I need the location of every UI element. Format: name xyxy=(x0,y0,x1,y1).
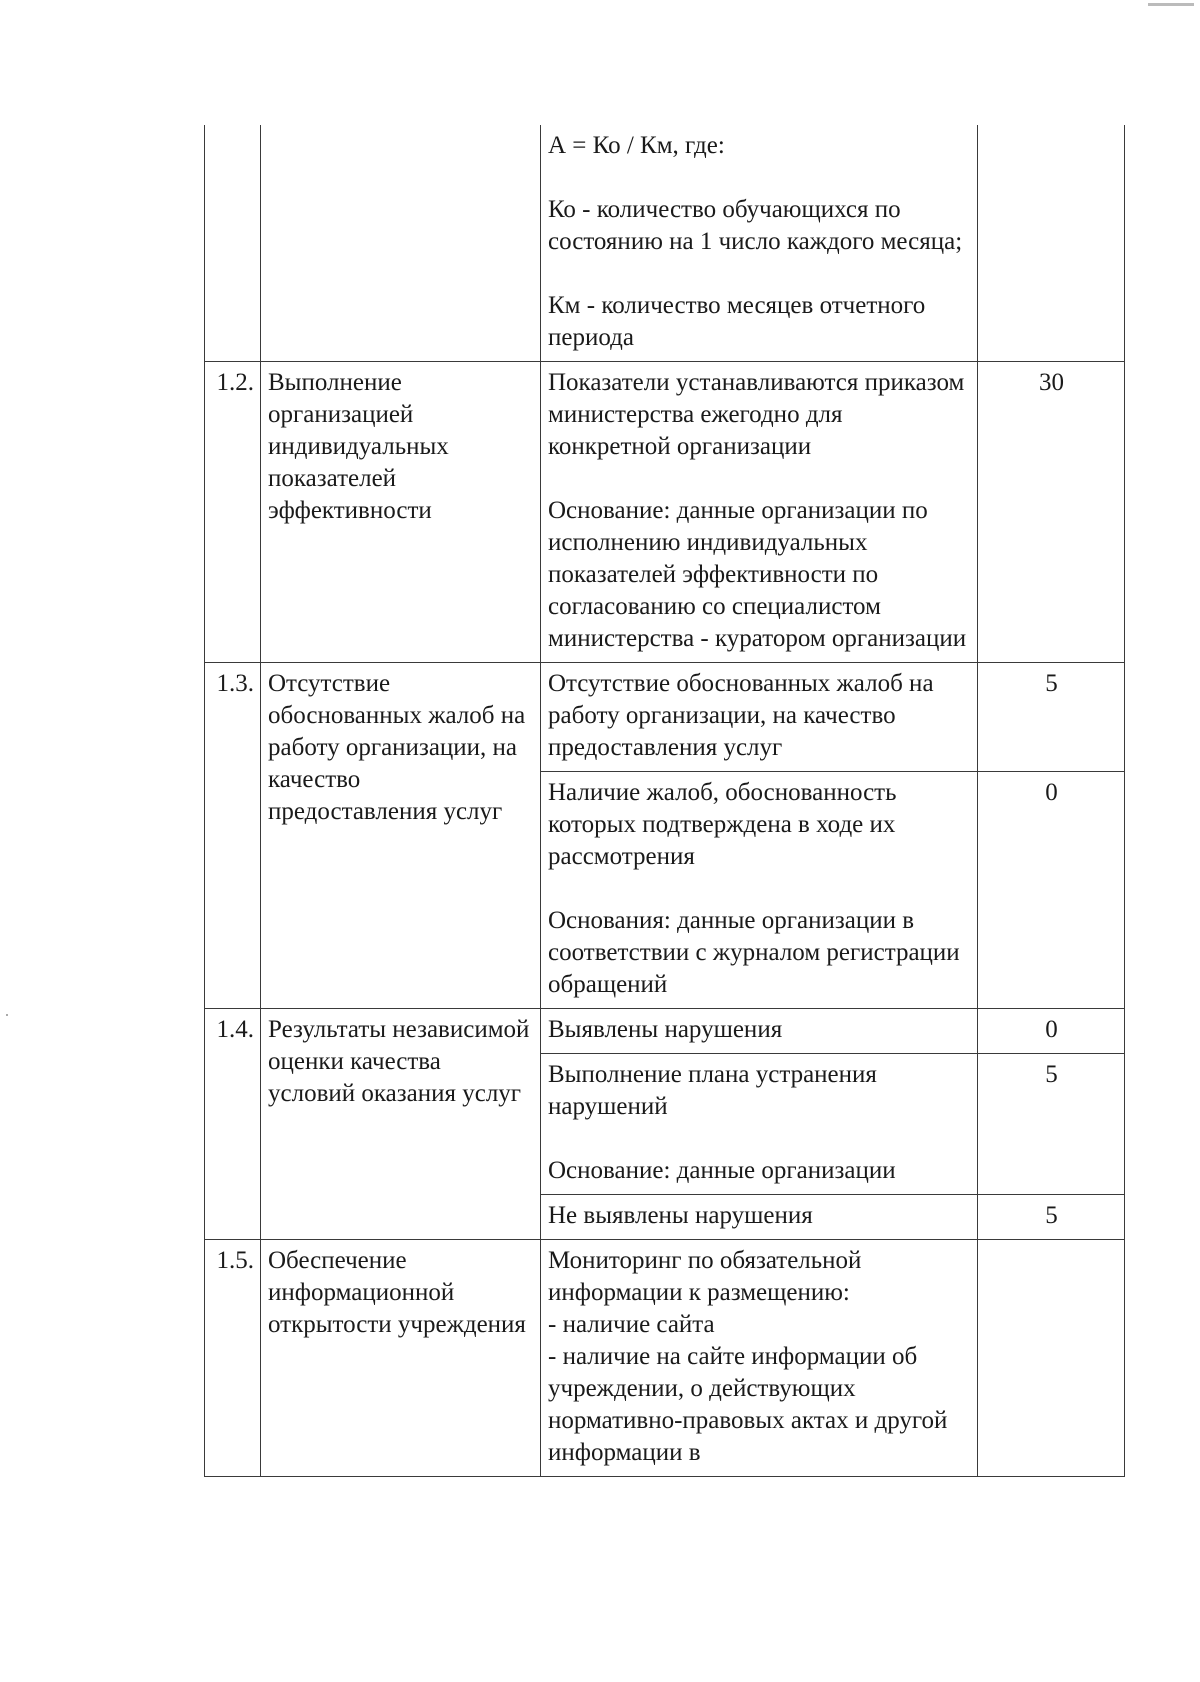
description-cell xyxy=(541,125,978,362)
row-number-cell: 1.5. xyxy=(205,1240,261,1477)
table-row xyxy=(205,1009,1125,1054)
table-row xyxy=(205,125,1125,362)
row-number-cell: 1.4. xyxy=(205,1009,261,1240)
score-cell: 30 xyxy=(978,362,1125,663)
criterion-name-cell: Выполнение организацией индивидуальных показателей эффективности xyxy=(261,362,541,663)
basis-text: Основания: данные организации в соответствии с журналом регистрации обращений xyxy=(548,907,960,998)
score-cell: 0 xyxy=(978,1009,1125,1054)
basis-text: Основание: данные организации xyxy=(548,1157,896,1184)
description-line: - наличие на сайте информации об учреждении, о действующих нормативно-правовых актах и другой информации в xyxy=(548,1343,948,1466)
table-row xyxy=(205,362,1125,663)
km-definition-text: Км - количество месяцев отчетного периода xyxy=(548,292,926,351)
description-line: - наличие сайта xyxy=(548,1311,715,1338)
scan-speck xyxy=(6,1014,8,1016)
description-cell: Выявлены нарушения xyxy=(541,1009,978,1054)
table-row xyxy=(205,663,1125,772)
score-cell xyxy=(978,1240,1125,1477)
criterion-name-cell: Отсутствие обоснованных жалоб на работу организации, на качество предоставления услуг xyxy=(261,663,541,1009)
criterion-name-cell xyxy=(261,125,541,362)
description-cell: Не выявлены нарушения xyxy=(541,1195,978,1240)
criterion-name-cell: Обеспечение информационной открытости учреждения xyxy=(261,1240,541,1477)
score-cell xyxy=(978,125,1125,362)
description-line: Мониторинг по обязательной информации к размещению: xyxy=(548,1247,862,1306)
description-cell xyxy=(541,1240,978,1477)
description-text: Выполнение плана устранения нарушений xyxy=(548,1061,877,1120)
score-cell: 5 xyxy=(978,1054,1125,1195)
row-number-cell: 1.3. xyxy=(205,663,261,1009)
table-row xyxy=(205,1240,1125,1477)
row-number-cell: 1.2. xyxy=(205,362,261,663)
description-text: Наличие жалоб, обоснованность которых подтверждена в ходе их рассмотрения xyxy=(548,779,897,870)
description-cell xyxy=(541,772,978,1009)
description-cell: Отсутствие обоснованных жалоб на работу организации, на качество предоставления услуг xyxy=(541,663,978,772)
ko-definition-text: Ко - количество обучающихся по состоянию на 1 число каждого месяца; xyxy=(548,196,963,255)
scan-corner-mark xyxy=(1148,3,1194,6)
description-text: Показатели устанавливаются приказом министерства ежегодно для конкретной организации xyxy=(548,369,965,460)
score-cell: 5 xyxy=(978,663,1125,772)
basis-text: Основание: данные организации по исполнению индивидуальных показателей эффективности по согласованию со специалистом министерства - куратором организации xyxy=(548,497,967,652)
formula-text: А = Ко / Км, где: xyxy=(548,132,725,159)
criterion-name-cell: Результаты независимой оценки качества условий оказания услуг xyxy=(261,1009,541,1240)
criteria-table xyxy=(204,125,1125,1477)
description-cell xyxy=(541,1054,978,1195)
score-cell: 0 xyxy=(978,772,1125,1009)
description-cell xyxy=(541,362,978,663)
score-cell: 5 xyxy=(978,1195,1125,1240)
row-number-cell xyxy=(205,125,261,362)
